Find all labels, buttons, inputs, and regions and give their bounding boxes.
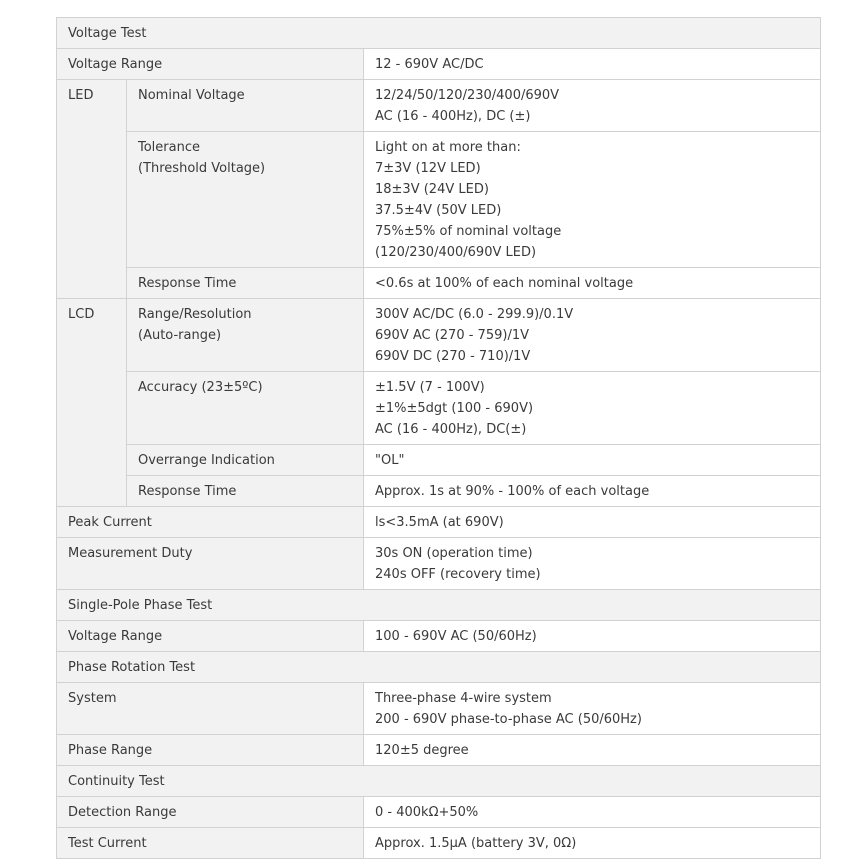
value-line: 690V AC (270 - 759)/1V <box>375 328 529 343</box>
value-line: ±1%±5dgt (100 - 690V) <box>375 401 534 416</box>
label-line: (Threshold Voltage) <box>138 161 266 176</box>
section-phase-rotation <box>57 652 821 683</box>
section-title: Phase Rotation Test <box>57 652 821 683</box>
value-line: (120/230/400/690V LED) <box>375 245 537 260</box>
table-row <box>57 735 821 766</box>
table-row <box>57 828 821 859</box>
table-row <box>57 299 821 372</box>
row-value: <0.6s at 100% of each nominal voltage <box>364 268 821 299</box>
section-title: Voltage Test <box>57 18 821 49</box>
section-voltage-test <box>57 18 821 49</box>
value-line: 240s OFF (recovery time) <box>375 567 541 582</box>
row-label: Nominal Voltage <box>127 80 364 132</box>
value-line: 300V AC/DC (6.0 - 299.9)/0.1V <box>375 307 574 322</box>
row-value: 120±5 degree <box>364 735 821 766</box>
row-value: ls<3.5mA (at 690V) <box>364 507 821 538</box>
section-continuity <box>57 766 821 797</box>
table-row <box>57 49 821 80</box>
section-title: Single-Pole Phase Test <box>57 590 821 621</box>
row-label: Voltage Range <box>57 49 364 80</box>
value-line: 75%±5% of nominal voltage <box>375 224 562 239</box>
table-row <box>57 372 821 445</box>
row-label: Phase Range <box>57 735 364 766</box>
value-line: 37.5±4V (50V LED) <box>375 203 502 218</box>
row-value: 0 - 400kΩ+50% <box>364 797 821 828</box>
row-value <box>364 683 821 735</box>
row-label: System <box>57 683 364 735</box>
section-single-pole <box>57 590 821 621</box>
value-line: 200 - 690V phase-to-phase AC (50/60Hz) <box>375 712 642 727</box>
table-row <box>57 132 821 268</box>
row-label: Detection Range <box>57 797 364 828</box>
table-row <box>57 80 821 132</box>
row-label: Voltage Range <box>57 621 364 652</box>
row-value <box>364 299 821 372</box>
label-line: Tolerance <box>138 140 200 155</box>
group-label-lcd: LCD <box>57 299 127 507</box>
value-line: 12/24/50/120/230/400/690V <box>375 88 560 103</box>
label-line: Range/Resolution <box>138 307 252 322</box>
group-label-led: LED <box>57 80 127 299</box>
row-label: Accuracy (23±5ºC) <box>127 372 364 445</box>
row-label: Test Current <box>57 828 364 859</box>
value-line: 690V DC (270 - 710)/1V <box>375 349 531 364</box>
value-line: 7±3V (12V LED) <box>375 161 481 176</box>
value-line: 18±3V (24V LED) <box>375 182 489 197</box>
row-label: Peak Current <box>57 507 364 538</box>
table-row <box>57 683 821 735</box>
table-row <box>57 476 821 507</box>
row-label: Measurement Duty <box>57 538 364 590</box>
row-label: Response Time <box>127 268 364 299</box>
row-value: Approx. 1s at 90% - 100% of each voltage <box>364 476 821 507</box>
table-row <box>57 538 821 590</box>
row-value: 100 - 690V AC (50/60Hz) <box>364 621 821 652</box>
table-row <box>57 797 821 828</box>
spec-table <box>56 17 821 859</box>
table-row <box>57 621 821 652</box>
row-value <box>364 132 821 268</box>
value-line: AC (16 - 400Hz), DC (±) <box>375 109 531 124</box>
row-value <box>364 372 821 445</box>
value-line: Light on at more than: <box>375 140 521 155</box>
row-value: Approx. 1.5μA (battery 3V, 0Ω) <box>364 828 821 859</box>
label-line: (Auto-range) <box>138 328 222 343</box>
value-line: Three-phase 4-wire system <box>375 691 552 706</box>
row-label <box>127 299 364 372</box>
row-value <box>364 538 821 590</box>
row-value <box>364 80 821 132</box>
row-value: "OL" <box>364 445 821 476</box>
value-line: 30s ON (operation time) <box>375 546 533 561</box>
row-label: Response Time <box>127 476 364 507</box>
row-label: Overrange Indication <box>127 445 364 476</box>
value-line: ±1.5V (7 - 100V) <box>375 380 485 395</box>
table-row <box>57 268 821 299</box>
table-row <box>57 507 821 538</box>
table-row <box>57 445 821 476</box>
row-label <box>127 132 364 268</box>
value-line: AC (16 - 400Hz), DC(±) <box>375 422 527 437</box>
section-title: Continuity Test <box>57 766 821 797</box>
row-value: 12 - 690V AC/DC <box>364 49 821 80</box>
